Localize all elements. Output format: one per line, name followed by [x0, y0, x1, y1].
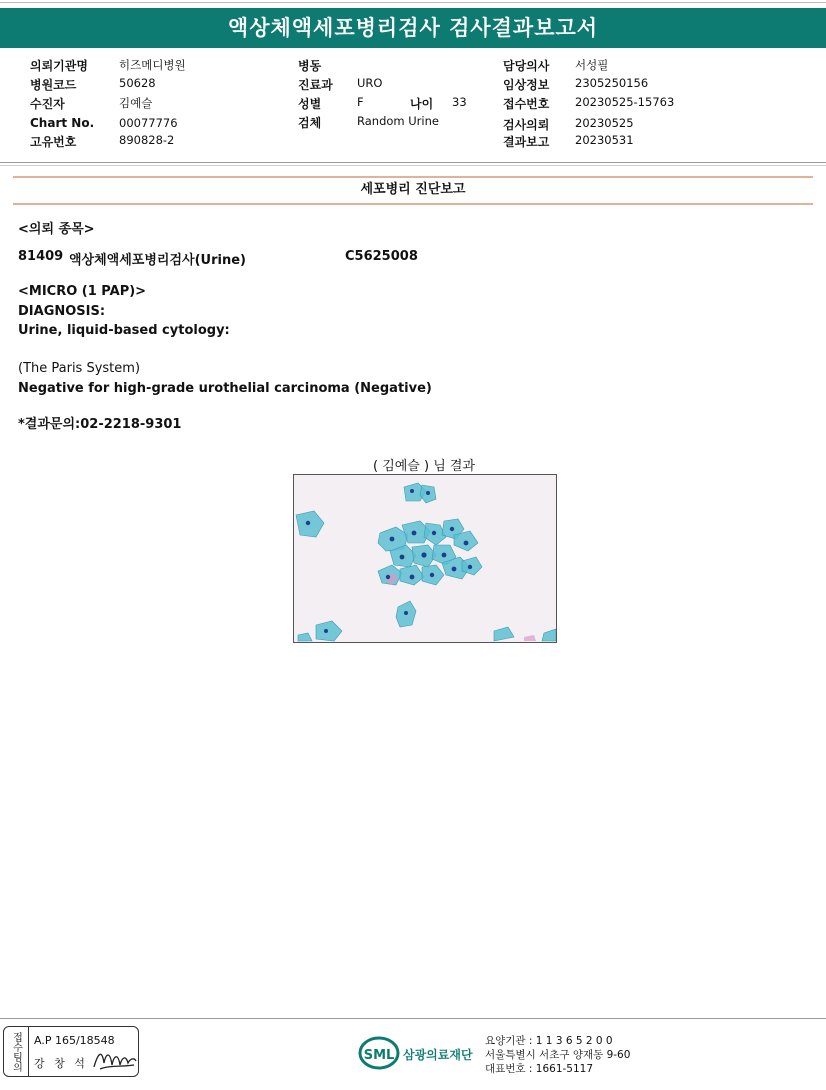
org-name: 삼광의료재단 [403, 1048, 473, 1062]
stamp-pathologist-name: 강 창 석 [34, 1057, 88, 1070]
label-requesting-institution: 의뢰기관명 [30, 59, 88, 73]
order-code: 81409 [18, 249, 64, 264]
label-unique-number: 고유번호 [30, 135, 77, 149]
paris-system-label: (The Paris System) [18, 361, 141, 376]
cytology-image [293, 474, 557, 643]
label-hospital-code: 병원코드 [30, 78, 77, 92]
label-department: 진료과 [298, 78, 333, 92]
label-chart-no: Chart No. [30, 116, 95, 130]
order-header: <의뢰 종목> [18, 222, 95, 237]
inquiry-phone: *결과문의:02-2218-9301 [18, 417, 182, 432]
value-result-reported: 20230531 [575, 133, 634, 147]
org-address: 서울특별시 서초구 양재동 9-60 [485, 1049, 631, 1061]
label-test-requested: 검사의뢰 [503, 118, 550, 132]
value-hospital-code: 50628 [119, 76, 156, 90]
label-attending-physician: 담당의사 [503, 59, 550, 73]
divider [0, 162, 826, 163]
micro-header: <MICRO (1 PAP)> [18, 284, 147, 299]
sml-logo-icon [358, 1034, 400, 1072]
logo-text: SML [363, 1048, 395, 1063]
value-requesting-institution: 히즈메디병원 [119, 58, 186, 72]
diagnosis-result: Negative for high-grade urothelial carcinoma (Negative) [18, 381, 432, 396]
stamp-ap-number: A.P 165/18548 [34, 1034, 115, 1047]
report-title: 액상체액세포병리검사 검사결과보고서 [0, 8, 826, 48]
value-specimen: Random Urine [357, 114, 439, 128]
value-chart-no: 00077776 [119, 116, 178, 130]
top-border [0, 2, 826, 3]
section-title: 세포병리 진단보고 [360, 182, 466, 197]
label-ward: 병동 [298, 59, 322, 73]
label-patient: 수진자 [30, 97, 65, 111]
image-caption: ( 김예슬 ) 님 결과 [372, 459, 476, 474]
specimen-description: Urine, liquid-based cytology: [18, 323, 230, 338]
stamp-side-label: 접수팀의 [4, 1027, 29, 1076]
section-rule-top [13, 176, 813, 178]
diagnosis-label: DIAGNOSIS: [18, 304, 106, 319]
value-test-requested: 20230525 [575, 116, 634, 130]
label-clinical-info: 임상정보 [503, 78, 550, 92]
signature-icon [92, 1045, 138, 1073]
value-age: 33 [452, 95, 467, 109]
patient-info-block [0, 54, 826, 158]
org-info-block [485, 1034, 630, 1076]
label-receipt-number: 접수번호 [503, 97, 550, 111]
label-age: 나이 [410, 97, 434, 111]
footer-divider [0, 1018, 826, 1019]
value-attending-physician: 서성필 [575, 58, 609, 72]
value-clinical-info: 2305250156 [575, 76, 649, 90]
section-rule-bottom [13, 203, 813, 205]
value-receipt-number: 20230525-15763 [575, 95, 675, 109]
microscopy-cells [294, 475, 556, 642]
value-department: URO [357, 76, 383, 90]
label-result-reported: 결과보고 [503, 135, 550, 149]
value-sex: F [357, 95, 364, 109]
label-specimen: 검체 [298, 116, 322, 130]
value-unique-number: 890828-2 [119, 133, 175, 147]
divider [0, 165, 826, 166]
org-code: 요양기관 : 1 1 3 6 5 2 0 0 [485, 1035, 613, 1047]
order-name: 액상체액세포병리검사(Urine) [69, 253, 246, 268]
label-sex: 성별 [298, 97, 322, 111]
org-phone: 대표번호 : 1661-5117 [485, 1063, 594, 1075]
order-id: C5625008 [345, 249, 418, 264]
pathologist-stamp [3, 1026, 139, 1077]
value-patient: 김예슬 [119, 96, 153, 110]
